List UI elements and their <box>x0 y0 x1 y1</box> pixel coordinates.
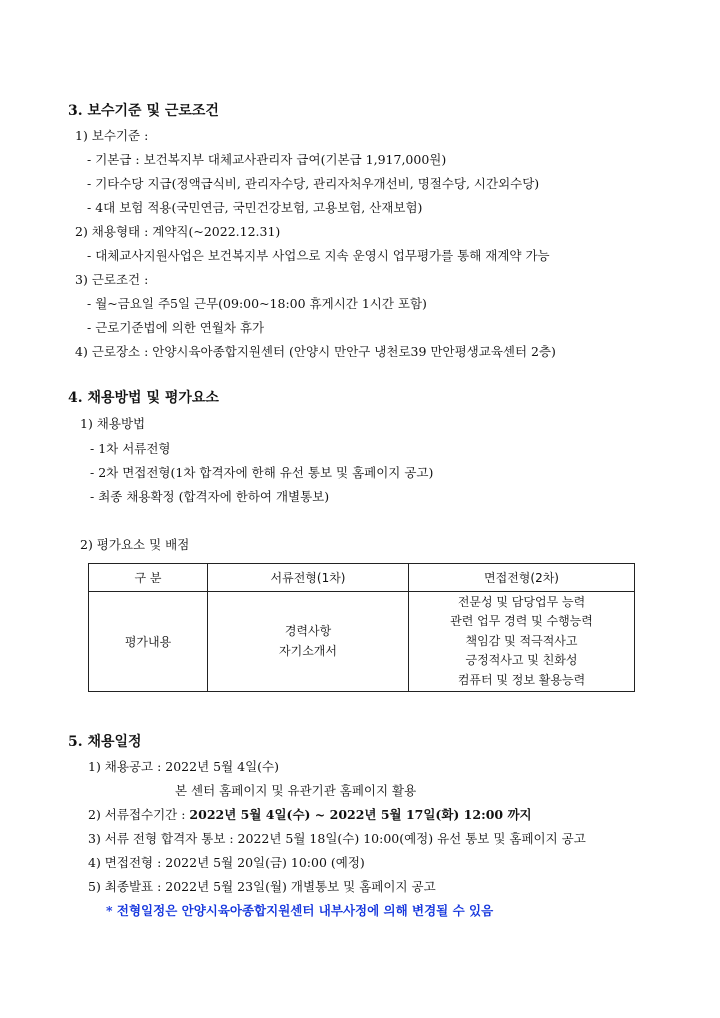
interview-item: 긍정적사고 및 친화성 <box>465 653 578 668</box>
table-header: 구 분 <box>89 564 208 592</box>
receipt-label: 2) 서류접수기간 : <box>88 807 190 822</box>
interview-item: 관련 업무 경력 및 수행능력 <box>450 614 593 629</box>
row-label: 평가내용 <box>89 592 208 692</box>
workplace: 4) 근로장소 : 안양시육아종합지원센터 (안양시 만안구 냉천로39 만안평생교육센터 2층) <box>75 344 556 359</box>
document-item: 자기소개서 <box>279 643 337 658</box>
interview-cell <box>409 592 635 692</box>
evaluation-table <box>88 563 635 692</box>
pay-standard-title: 1) 보수기준 : <box>75 128 149 143</box>
evaluation-title: 2) 평가요소 및 배점 <box>80 537 190 552</box>
schedule-document-result: 3) 서류 전형 합격자 통보 : 2022년 5월 18일(수) 10:00(예정) 유선 통보 및 홈페이지 공고 <box>88 831 586 846</box>
hiring-method-item: - 2차 면접전형(1차 합격자에 한해 유선 통보 및 홈페이지 공고) <box>90 465 434 480</box>
hiring-method-title: 1) 채용방법 <box>80 416 146 431</box>
employment-note: - 대체교사지원사업은 보건복지부 사업으로 지속 운영시 업무평가를 통해 재계약 가능 <box>87 248 550 263</box>
table-header: 서류전형(1차) <box>208 564 409 592</box>
work-conditions-title: 3) 근로조건 : <box>75 272 149 287</box>
document-screening-cell <box>208 592 409 692</box>
document-item: 경력사항 <box>284 624 332 638</box>
table-header: 면접전형(2차) <box>409 564 635 592</box>
receipt-period: 2022년 5월 4일(수) ~ 2022년 5월 17일(화) 12:00 까지 <box>189 807 532 822</box>
pay-item: - 기본급 : 보건복지부 대체교사관리자 급여(기본급 1,917,000원) <box>87 152 447 167</box>
schedule-change-warning: * 전형일정은 안양시육아종합지원센터 내부사정에 의해 변경될 수 있음 <box>106 903 494 918</box>
hiring-method-item: - 1차 서류전형 <box>90 441 171 456</box>
schedule-receipt <box>88 807 532 823</box>
schedule-notice-sub: 본 센터 홈페이지 및 유관기관 홈페이지 활용 <box>175 783 417 798</box>
work-condition-item: - 근로기준법에 의한 연월차 휴가 <box>87 320 265 335</box>
pay-item: - 4대 보험 적용(국민연금, 국민건강보험, 고용보험, 산재보험) <box>87 200 423 215</box>
table-row <box>89 592 635 692</box>
section4-heading: 4. 채용방법 및 평가요소 <box>68 390 219 406</box>
table-header-row <box>89 564 635 592</box>
section5-heading: 5. 채용일정 <box>68 734 142 750</box>
work-condition-item: - 월~금요일 주5일 근무(09:00~18:00 휴게시간 1시간 포함) <box>87 296 427 311</box>
interview-item: 책임감 및 적극적사고 <box>465 633 578 648</box>
interview-item: 컴퓨터 및 정보 활용능력 <box>457 672 586 687</box>
interview-item: 전문성 및 담당업무 능력 <box>457 594 586 609</box>
schedule-final: 5) 최종발표 : 2022년 5월 23일(월) 개별통보 및 홈페이지 공고 <box>88 879 436 894</box>
schedule-notice: 1) 채용공고 : 2022년 5월 4일(수) <box>88 759 279 774</box>
schedule-interview: 4) 면접전형 : 2022년 5월 20일(금) 10:00 (예정) <box>88 855 365 870</box>
section3-heading: 3. 보수기준 및 근로조건 <box>68 103 219 119</box>
pay-item: - 기타수당 지급(정액급식비, 관리자수당, 관리자처우개선비, 명절수당, 시간외수당) <box>87 176 540 191</box>
employment-type: 2) 채용형태 : 계약직(~2022.12.31) <box>75 224 281 239</box>
hiring-method-item: - 최종 채용확정 (합격자에 한하여 개별통보) <box>90 489 330 504</box>
